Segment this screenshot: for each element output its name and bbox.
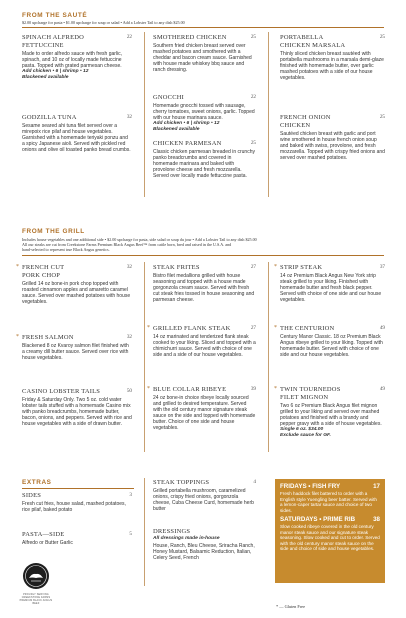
item-description: Friday & Saturday Only. Two 5 oz. cold water lobster tails stuffed with a homemade Casino mix with panko breadcrumbs, homemade butter, bacon, onions, and peppers. Served with rice and house vegetables with a side of drawn butter. (22, 396, 132, 427)
item-description: Grilled portabella mushroom, caramelized onions, crispy fried onions, gorgonzola cheese, Cuba Cheese Curd, homemade herb butter (153, 487, 254, 512)
item-name-line2: CHICKEN (280, 122, 311, 129)
gluten-free-marker: * (274, 264, 277, 270)
item-price: 32 (126, 264, 132, 270)
item-description: Thinly sliced chicken breast sautéed with portabella mushrooms in a marsala demi-glaze finished with homemade butter, over garlic mashed potatoes with a side of our house vegetables. (280, 50, 384, 81)
item-name: GRILLED FLANK STEAK (153, 325, 231, 332)
gluten-free-marker: * (16, 264, 19, 270)
gluten-free-marker: * (147, 325, 150, 331)
item-description: Homemade gnocchi tossed with sausage, cherry tomatoes, sweet onions, garlic. Topped with our house marinara sauce. (153, 102, 255, 121)
menu-item (274, 386, 385, 439)
specials-callout (275, 479, 385, 583)
menu-item (22, 34, 132, 81)
special-description: Fresh haddock filet battered to order with a English style Yuengling beer batter. Served with a lemon-caper tartar sauce and choice of two sides. (280, 491, 377, 513)
item-addon: Add chicken • 6 | shrimp • 12 (22, 68, 89, 74)
item-description: House, Ranch, Bleu Cheese, Sriracha Ranch, Honey Mustard, Balsamic Reduction, Italian, Celery Seed, French (153, 542, 255, 561)
item-name: TWIN TOURNEDOS (280, 386, 341, 393)
gluten-free-marker: * (147, 386, 150, 392)
item-price: 22 (126, 34, 132, 40)
gluten-free-marker: * (16, 334, 19, 340)
menu-item (153, 528, 256, 561)
item-addon: Blackened available (153, 126, 200, 132)
creekstone-logo-icon (22, 562, 50, 590)
section-title-extras: EXTRAS (22, 479, 52, 486)
section-note-grill: All our steaks are cut from Creekstone Farms Premium Black Angus Beef™ from cattle born, bred and raised in the U.S.A. and (22, 242, 232, 247)
column-divider (144, 262, 145, 452)
menu-item (280, 114, 385, 161)
menu-item (22, 388, 132, 427)
item-name: STEAK FRITES (153, 264, 200, 271)
special-price: 17 (373, 483, 380, 490)
item-description: Classic chicken parmesan breaded in crunchy panko breadcrumbs and covered in homemade marinara and baked with provolone cheese and fresh mozzarella. Served over locally made fettuccine pasta. (153, 148, 255, 179)
menu-item (153, 264, 256, 303)
menu-item (147, 386, 256, 431)
gluten-free-marker: * (274, 386, 277, 392)
divider (22, 255, 384, 256)
divider (22, 27, 384, 28)
menu-item (274, 264, 385, 303)
item-description: Grilled 14 oz bone-in pork chop topped with roasted cinnamon apples and amaretto caramel sauce. Served over mashed potatoes with house vegetables. (22, 280, 131, 305)
item-description: Bistro filet medallions grilled with house seasoning and topped with a house made gorgonzola cream sauce. Served with fresh cut steak fries tossed in house seasoning and parmesan cheese. (153, 272, 255, 303)
item-name-line2: PORK CHOP (22, 272, 61, 279)
item-name: SPINACH ALFREDO (22, 34, 85, 41)
item-name: FRENCH CUT (22, 264, 65, 271)
menu-item (22, 492, 132, 513)
gluten-free-legend: * — Gluten Free (276, 604, 305, 609)
item-name: PASTA—SIDE (22, 531, 65, 538)
special-description: Slow cooked ribeye covered in the old century manor steak sauce and our signature steak seasoning. Slow cooked and cut to order. Served with the old century manor steak sauce on the side and choice of side and house vegetables. (280, 524, 380, 551)
item-name-line2: FILET MIGNON (280, 394, 329, 401)
item-description: Fresh cut fries, house salad, mashed potatoes, rice pilaf, baked potato (22, 500, 126, 513)
menu-item (280, 34, 385, 81)
item-description: Southern fried chicken breast served over mashed potatoes and smothered with a cheddar and bacon cream sauce. Garnished with house made whiskey bbq sauce and ranch dressing. (153, 42, 252, 73)
item-name: PORTABELLA (280, 34, 324, 41)
gluten-free-marker: * (274, 325, 277, 331)
item-price: 22 (250, 94, 256, 100)
item-description: Sesame seared ahi tuna filet served over a mirepoix rice pilaf and house vegetables. Garnished with a homemade teriyaki ponzu and a spicy Japanese aioli. Served with pickled red onions and olive oil toasted panko bread crumbs. (22, 122, 131, 153)
section-note-grill: hand-selected to represent true Black Angus genetics. (22, 247, 110, 252)
item-price: 27 (250, 264, 256, 270)
item-description: Two 6 oz Premium Black Angus filet mignon grilled to your liking and served over mashed potatoes and finished with a brandy and pepper gravy with a side of house vegetables. (280, 402, 382, 427)
item-name: STRIP STEAK (280, 264, 323, 271)
column-divider (144, 32, 145, 197)
item-name: FRESH SALMON (22, 334, 74, 341)
menu-item (274, 325, 385, 358)
section-note-saute: $2.00 upcharge for pasta • $1.00 upcharge for soup or salad • Add a Lobster Tail to any dish $25.00 (22, 20, 185, 25)
item-price: 49 (379, 325, 385, 331)
item-price: 4 (253, 479, 256, 485)
special-title (280, 483, 380, 491)
item-name: BLUE COLLAR RIBEYE (153, 386, 227, 393)
item-name: STEAK TOPPINGS (153, 479, 210, 486)
item-price: 37 (379, 264, 385, 270)
item-price: 32 (126, 334, 132, 340)
menu-item (153, 94, 256, 133)
menu-item (147, 325, 256, 358)
item-name: SMOTHERED CHICKEN (153, 34, 227, 41)
item-name: CHICKEN PARMESAN (153, 140, 222, 147)
item-description: Century Manor Classic. 18 oz Premium Black Angus ribeye grilled to your liking. Topped with homemade butter. Served with choice of one side and our house vegetables. (280, 333, 383, 358)
item-price: 25 (250, 34, 256, 40)
item-name: GODZILLA TUNA (22, 114, 77, 121)
item-addon: Single 6 oz. $34.00 (280, 426, 324, 432)
special-title (280, 516, 380, 524)
item-description: 24 oz bone-in choice ribeye locally sourced and grilled to desired temperature. Served with the old century manor signature steak sauce on the side and topped with homemade butter. Choice of one side and house vegetables. (153, 394, 256, 431)
item-description: Blackened 8 oz Kvaroy salmon filet finished with a creamy dill butter sauce. Served over rice with house vegetables. (22, 342, 129, 361)
menu-item (16, 264, 132, 305)
column-divider (144, 478, 145, 586)
menu-item (153, 140, 256, 179)
column-divider (268, 262, 269, 452)
item-price: 25 (379, 114, 385, 120)
special-title-text: FRIDAYS • FISH FRY (280, 483, 341, 490)
section-title-saute: FROM THE SAUTÉ (22, 12, 88, 19)
menu-item (153, 479, 256, 512)
menu-item (153, 34, 256, 73)
item-price: 25 (379, 34, 385, 40)
column-divider (268, 32, 269, 197)
item-price: 3 (129, 492, 132, 498)
menu-item (22, 531, 132, 546)
item-price: 39 (250, 386, 256, 392)
item-name-line2: FETTUCCINE (22, 42, 64, 49)
item-price: 27 (250, 325, 256, 331)
item-price: 5 (129, 531, 132, 537)
item-price: 32 (126, 114, 132, 120)
item-description: Alfredo or Butter Garlic (22, 539, 73, 546)
item-description: 14 oz marinated and tenderized flank steak cooked to your liking. Sliced and topped with a chimichurri sauce. Served with choice of one side and a side of our house vegetables. (153, 333, 256, 358)
section-title-grill: FROM THE GRILL (22, 228, 85, 235)
item-addon: All dressings made in-house (153, 536, 220, 541)
item-name-line2: CHICKEN MARSALA (280, 42, 346, 49)
special-title-text: SATURDAYS • PRIME RIB (280, 516, 356, 523)
menu-item (16, 334, 132, 361)
item-addon: Exclude sauce for GF. (280, 432, 331, 438)
item-addon: Blackened available (22, 74, 69, 80)
special-price: 38 (373, 516, 380, 523)
item-price: 50 (126, 388, 132, 394)
item-name: GNOCCHI (153, 94, 185, 101)
item-description: 14 oz Premium Black Angus New York strip steak grilled to your liking. Finished with homemade butter and fresh black pepper. Served with choice of one side and our house vegetables. (280, 272, 382, 303)
item-name: DRESSINGS (153, 528, 191, 535)
item-price: 49 (379, 386, 385, 392)
logo-caption: PROUDLY SERVING CREEKSTONE FARMS PREMIUM BLACK ANGUS BEEF (19, 593, 53, 605)
item-description: Made to order alfredo sauce with fresh garlic, spinach, and 10 oz of locally made fettuccine pasta. Topped with grated parmesan cheese. (22, 50, 123, 69)
item-name: SIDES (22, 492, 42, 499)
item-name: CASINO LOBSTER TAILS (22, 388, 101, 395)
item-price: 25 (250, 140, 256, 146)
menu-item (22, 114, 132, 153)
item-addon: Add chicken • 6 | shrimp • 12 (153, 120, 220, 126)
section-note-grill: Includes house vegetables and one additional side • $2.00 upcharge for pasta, side salad or soup du jour • Add a Lobster Tail to any dish $25.00 (22, 237, 257, 242)
item-name: FRENCH ONION (280, 114, 331, 121)
divider (22, 488, 134, 489)
item-description: Sautéed chicken breast with garlic and port wine smothered in house french onion soup and baked with swiss, provolone, and fresh mozzarella. Topped with crispy fried onions and served over mashed potatoes. (280, 130, 385, 161)
item-name: THE CENTURION (280, 325, 335, 332)
